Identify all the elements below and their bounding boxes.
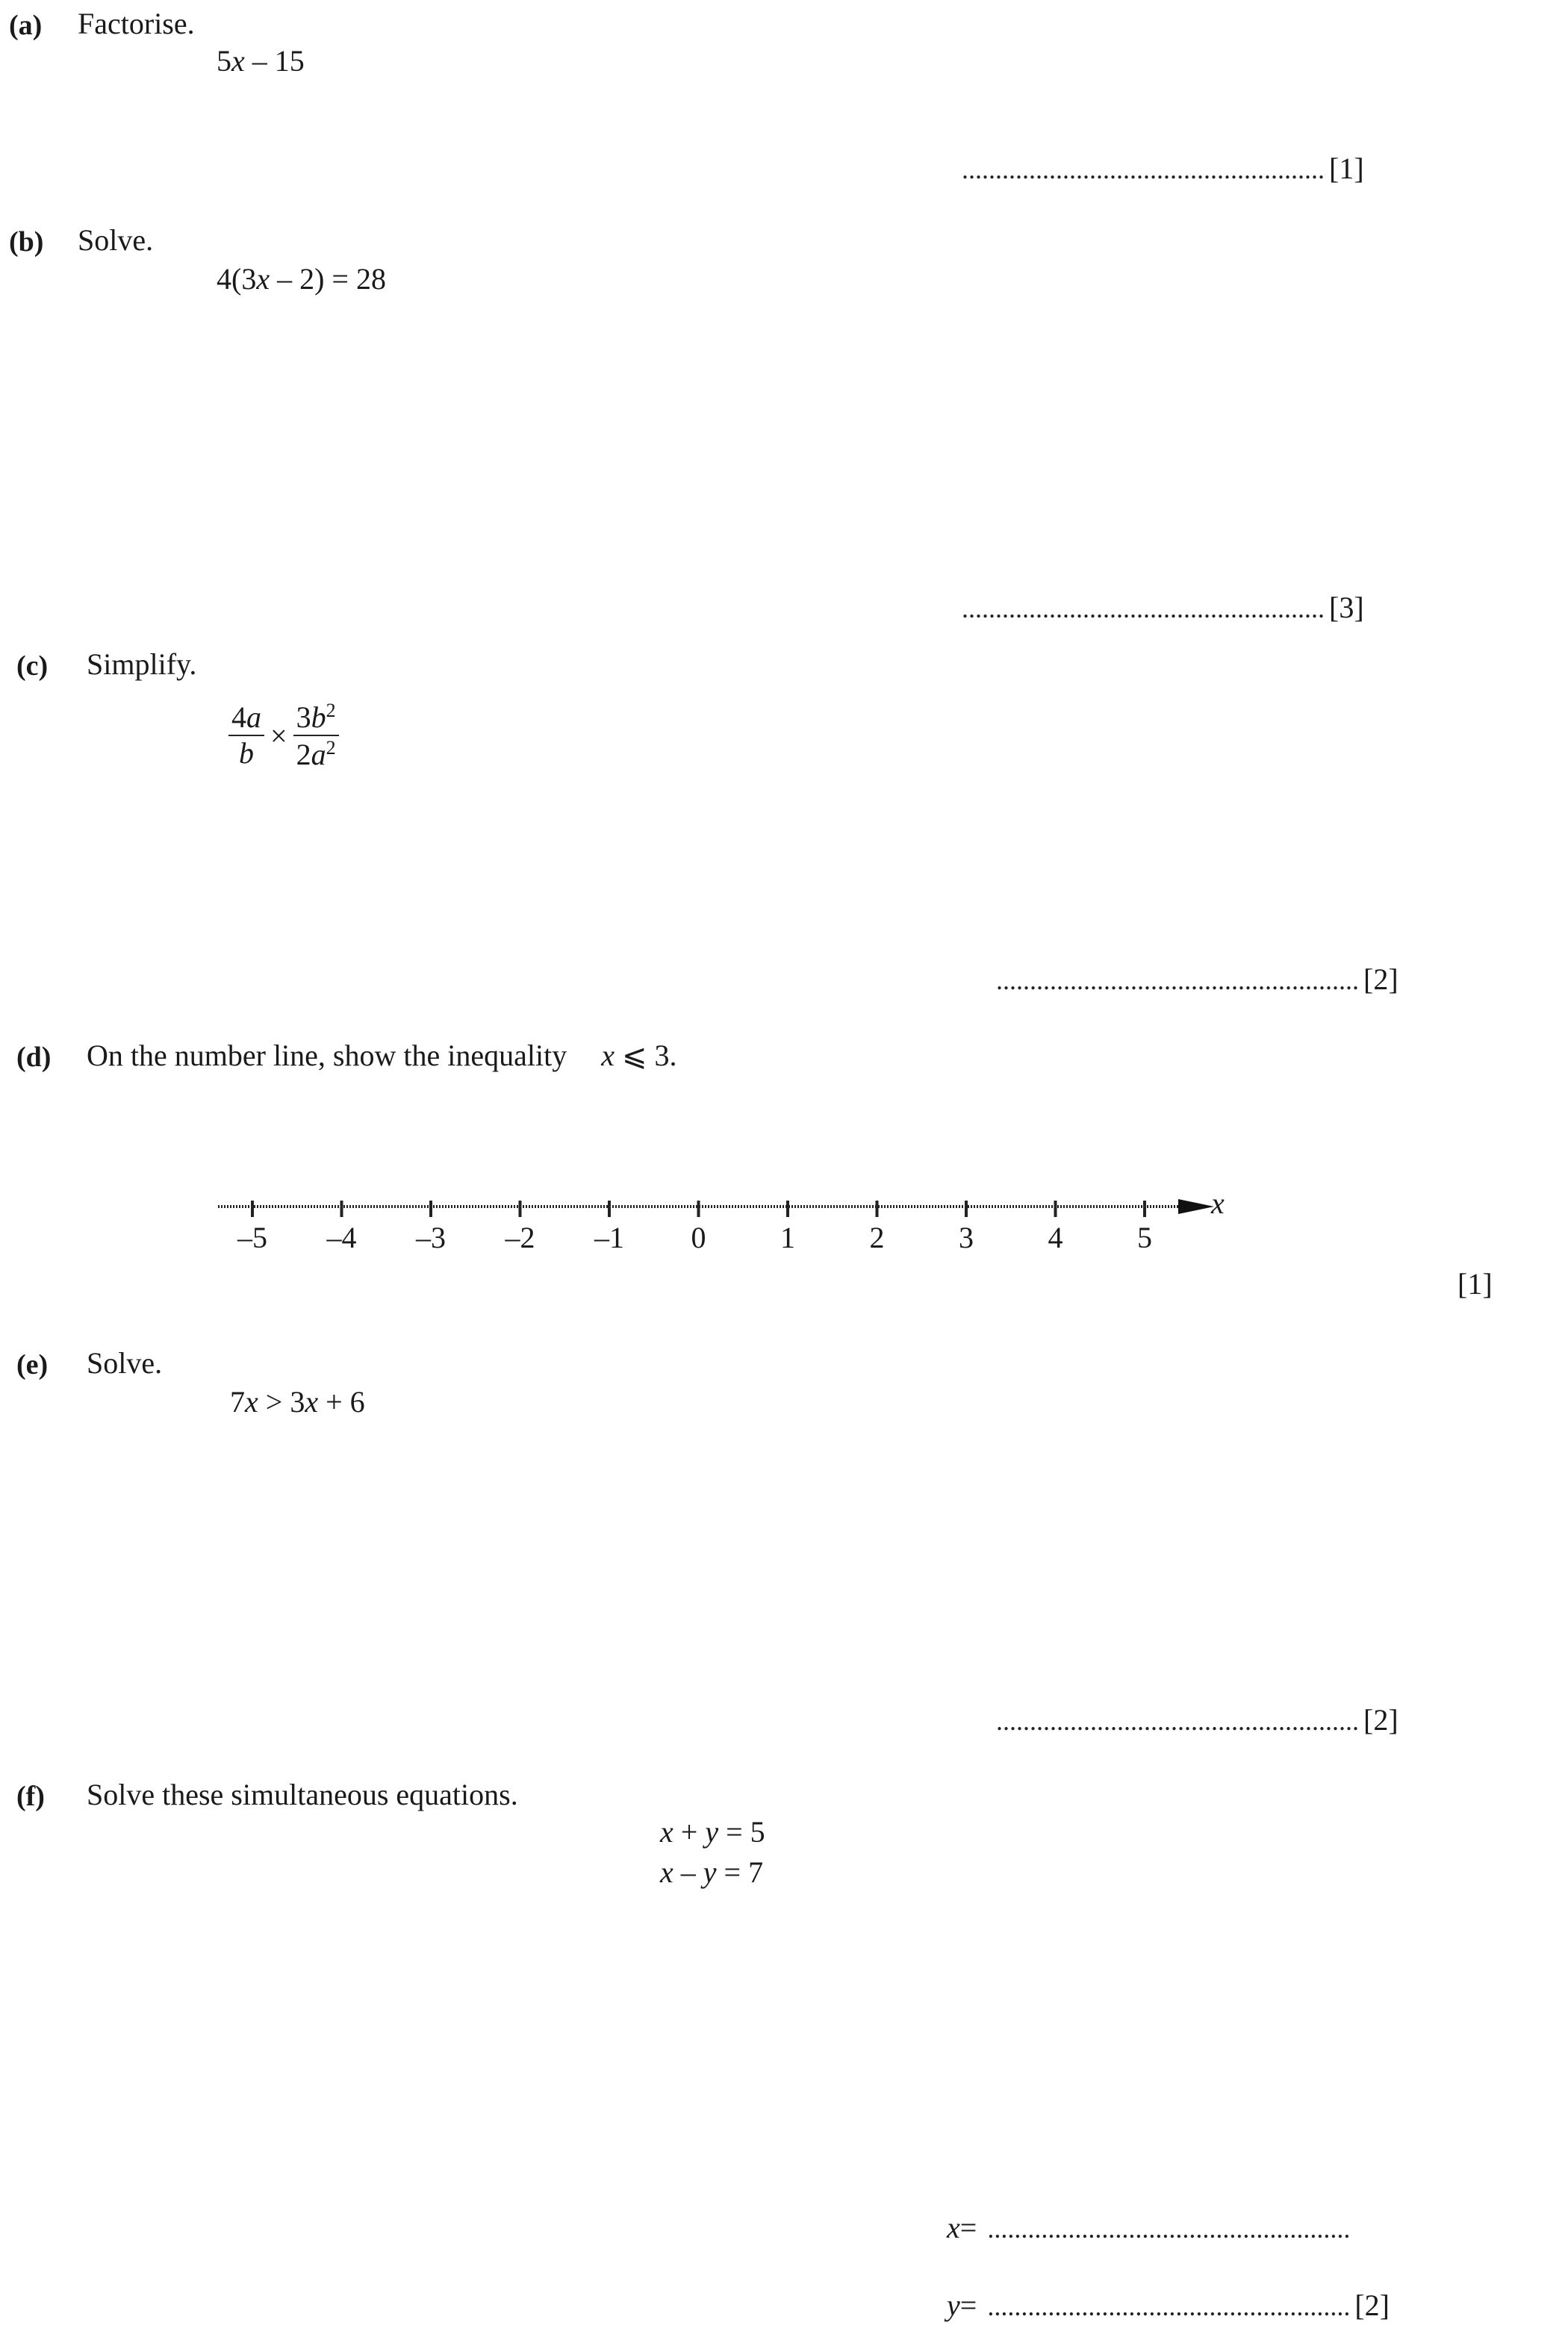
part-d-instruction bbox=[87, 1038, 676, 1073]
part-c-expression bbox=[228, 700, 339, 771]
frac-num-var: b bbox=[311, 700, 326, 734]
tick-label: –1 bbox=[594, 1221, 624, 1254]
part-c-answer-line[interactable] bbox=[996, 962, 1399, 997]
number-line-axis bbox=[0, 1180, 1269, 1224]
expr-var: x bbox=[256, 262, 270, 296]
expr-text: 7 bbox=[230, 1385, 245, 1419]
part-b-answer-line[interactable] bbox=[962, 590, 1364, 625]
tick-label: –2 bbox=[505, 1221, 535, 1254]
part-f-equation-2 bbox=[660, 1855, 763, 1890]
frac-num-coef: 3 bbox=[296, 700, 311, 734]
eq-op: + bbox=[673, 1815, 706, 1849]
eq-rhs: = 5 bbox=[718, 1815, 765, 1849]
expr-var: x bbox=[305, 1385, 319, 1419]
eq-var: y bbox=[703, 1855, 717, 1889]
frac-den-var: a bbox=[311, 738, 326, 771]
frac-num-exp: 2 bbox=[326, 700, 336, 721]
part-f-label: (f) bbox=[16, 1781, 45, 1812]
part-e-instruction: Solve. bbox=[87, 1346, 163, 1380]
arrowhead-icon bbox=[1178, 1199, 1214, 1214]
expr-text: – 2) = 28 bbox=[270, 262, 386, 296]
frac-num-var: a bbox=[246, 700, 261, 734]
answer-dots[interactable]: ...................................................... bbox=[996, 1706, 1359, 1736]
part-e-label: (e) bbox=[16, 1349, 49, 1381]
part-f-instruction: Solve these simultaneous equations. bbox=[87, 1778, 518, 1811]
part-c-instruction: Simplify. bbox=[87, 647, 197, 681]
tick-label: 5 bbox=[1137, 1221, 1152, 1254]
part-a-expression bbox=[217, 43, 305, 78]
frac-den-exp: 2 bbox=[326, 737, 336, 759]
eq-var: x bbox=[660, 1855, 673, 1889]
answer-dots[interactable]: ...................................................... bbox=[962, 594, 1325, 623]
fraction-1 bbox=[228, 702, 264, 769]
inequality-var: x bbox=[601, 1039, 615, 1072]
part-a-mark: [1] bbox=[1329, 152, 1364, 185]
part-c-label: (c) bbox=[16, 650, 49, 682]
frac-den-coef: 2 bbox=[296, 738, 311, 771]
tick-label: –4 bbox=[326, 1221, 357, 1254]
answer-dots[interactable]: ...................................................... bbox=[996, 965, 1359, 995]
eq-var: y bbox=[705, 1815, 719, 1849]
frac-den-var: b bbox=[239, 736, 254, 770]
fraction-2 bbox=[293, 700, 339, 771]
expr-text: 5 bbox=[217, 44, 231, 78]
part-e-expression bbox=[230, 1384, 365, 1419]
expr-text: – 15 bbox=[244, 44, 305, 78]
eq-rhs: = 7 bbox=[716, 1855, 764, 1889]
tick-label: –5 bbox=[237, 1221, 267, 1254]
part-f-y-answer-line[interactable] bbox=[947, 2288, 1390, 2323]
expr-var: x bbox=[245, 1385, 258, 1419]
expr-text: + 6 bbox=[318, 1385, 365, 1419]
eq-op: – bbox=[673, 1855, 703, 1889]
answer-dots[interactable]: ...................................................... bbox=[987, 2214, 1351, 2244]
tick-label: 1 bbox=[780, 1221, 795, 1254]
answer-dots[interactable]: ...................................................... bbox=[962, 155, 1325, 184]
instruction-text: On the number line, show the inequality bbox=[87, 1039, 567, 1072]
part-c-mark: [2] bbox=[1363, 962, 1399, 996]
part-d-mark: [1] bbox=[1457, 1267, 1493, 1301]
tick-label: –3 bbox=[416, 1221, 446, 1254]
part-e-mark: [2] bbox=[1363, 1703, 1399, 1737]
x-answer-var: x bbox=[947, 2211, 960, 2244]
part-f-x-answer-line[interactable] bbox=[947, 2210, 1350, 2245]
frac-num-coef: 4 bbox=[231, 700, 246, 734]
part-a-instruction: Factorise. bbox=[78, 7, 195, 40]
expr-text: > 3 bbox=[258, 1385, 305, 1419]
part-f-equation-1 bbox=[660, 1814, 765, 1849]
inequality-text: ⩽ 3. bbox=[614, 1039, 677, 1072]
part-a-answer-line[interactable] bbox=[962, 151, 1364, 186]
expr-var: x bbox=[231, 44, 245, 78]
tick-label: 0 bbox=[691, 1221, 706, 1254]
axis-var-label: x bbox=[1211, 1186, 1225, 1220]
tick-label: 4 bbox=[1048, 1221, 1063, 1254]
part-b-instruction: Solve. bbox=[78, 223, 154, 257]
x-answer-eq: = bbox=[959, 2211, 977, 2244]
part-b-label: (b) bbox=[9, 226, 44, 258]
part-e-answer-line[interactable] bbox=[996, 1702, 1399, 1737]
part-b-mark: [3] bbox=[1329, 591, 1364, 624]
times-sign: × bbox=[270, 718, 287, 753]
part-b-expression bbox=[217, 261, 386, 296]
part-d-label: (d) bbox=[16, 1042, 52, 1073]
expr-text: 4(3 bbox=[217, 262, 257, 296]
eq-var: x bbox=[660, 1815, 673, 1849]
tick-label: 2 bbox=[869, 1221, 885, 1254]
y-answer-var: y bbox=[947, 2288, 960, 2322]
tick-label: 3 bbox=[959, 1221, 974, 1254]
part-f-mark: [2] bbox=[1354, 2288, 1390, 2322]
number-line[interactable] bbox=[0, 1180, 1269, 1269]
y-answer-eq: = bbox=[959, 2288, 977, 2322]
answer-dots[interactable]: ...................................................... bbox=[987, 2291, 1351, 2321]
part-a-label: (a) bbox=[9, 10, 43, 41]
